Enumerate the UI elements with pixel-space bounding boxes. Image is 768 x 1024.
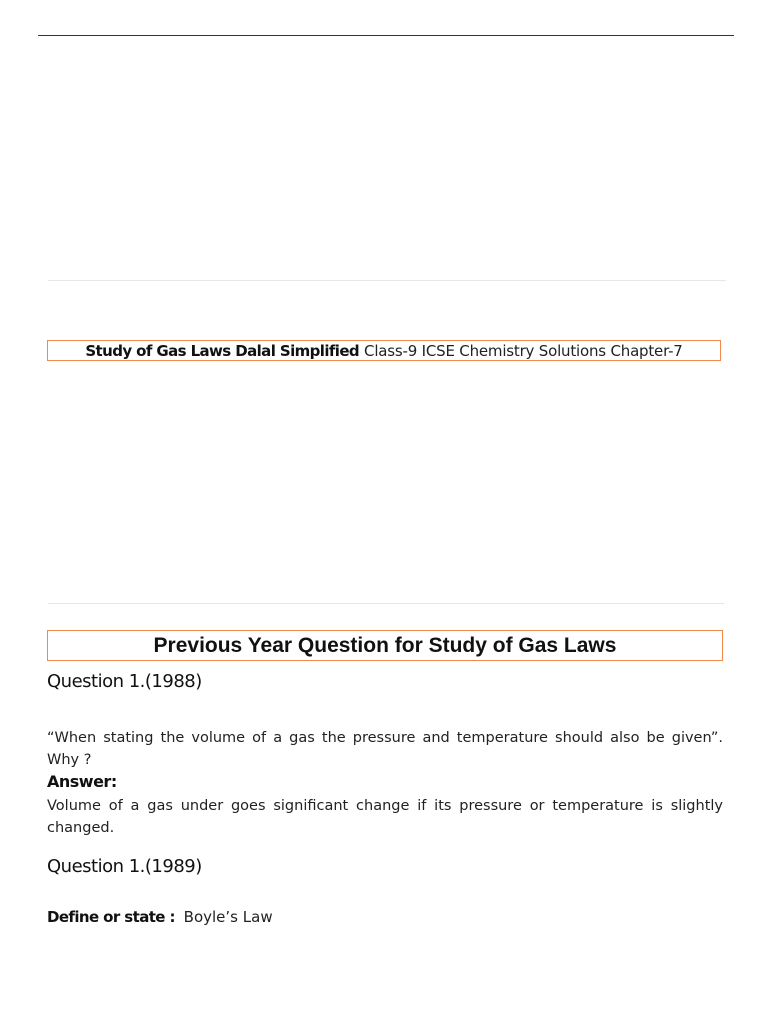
answer-label: Answer: (47, 772, 117, 791)
define-line (47, 908, 273, 926)
title-regular-text: Class-9 ICSE Chemistry Solutions Chapter-7 (364, 341, 683, 360)
answer-text: Volume of a gas under goes significant change if its pressure or temperature is slightly changed. (47, 798, 723, 836)
title-bold-text: Study of Gas Laws Dalal Simplified (85, 341, 360, 360)
title-banner (47, 340, 721, 361)
define-value: Boyle’s Law (183, 908, 273, 926)
question-text: “When stating the volume of a gas the pressure and temperature should also be given”. Why ? (47, 730, 723, 768)
question-heading: Question 1.(1988) (47, 671, 202, 692)
top-rule (38, 35, 734, 36)
define-label: Define or state : (47, 908, 175, 926)
question-heading: Question 1.(1989) (47, 856, 202, 877)
section-divider (48, 603, 724, 604)
section-heading: Previous Year Question for Study of Gas Laws (47, 630, 723, 661)
section-divider (48, 280, 726, 281)
